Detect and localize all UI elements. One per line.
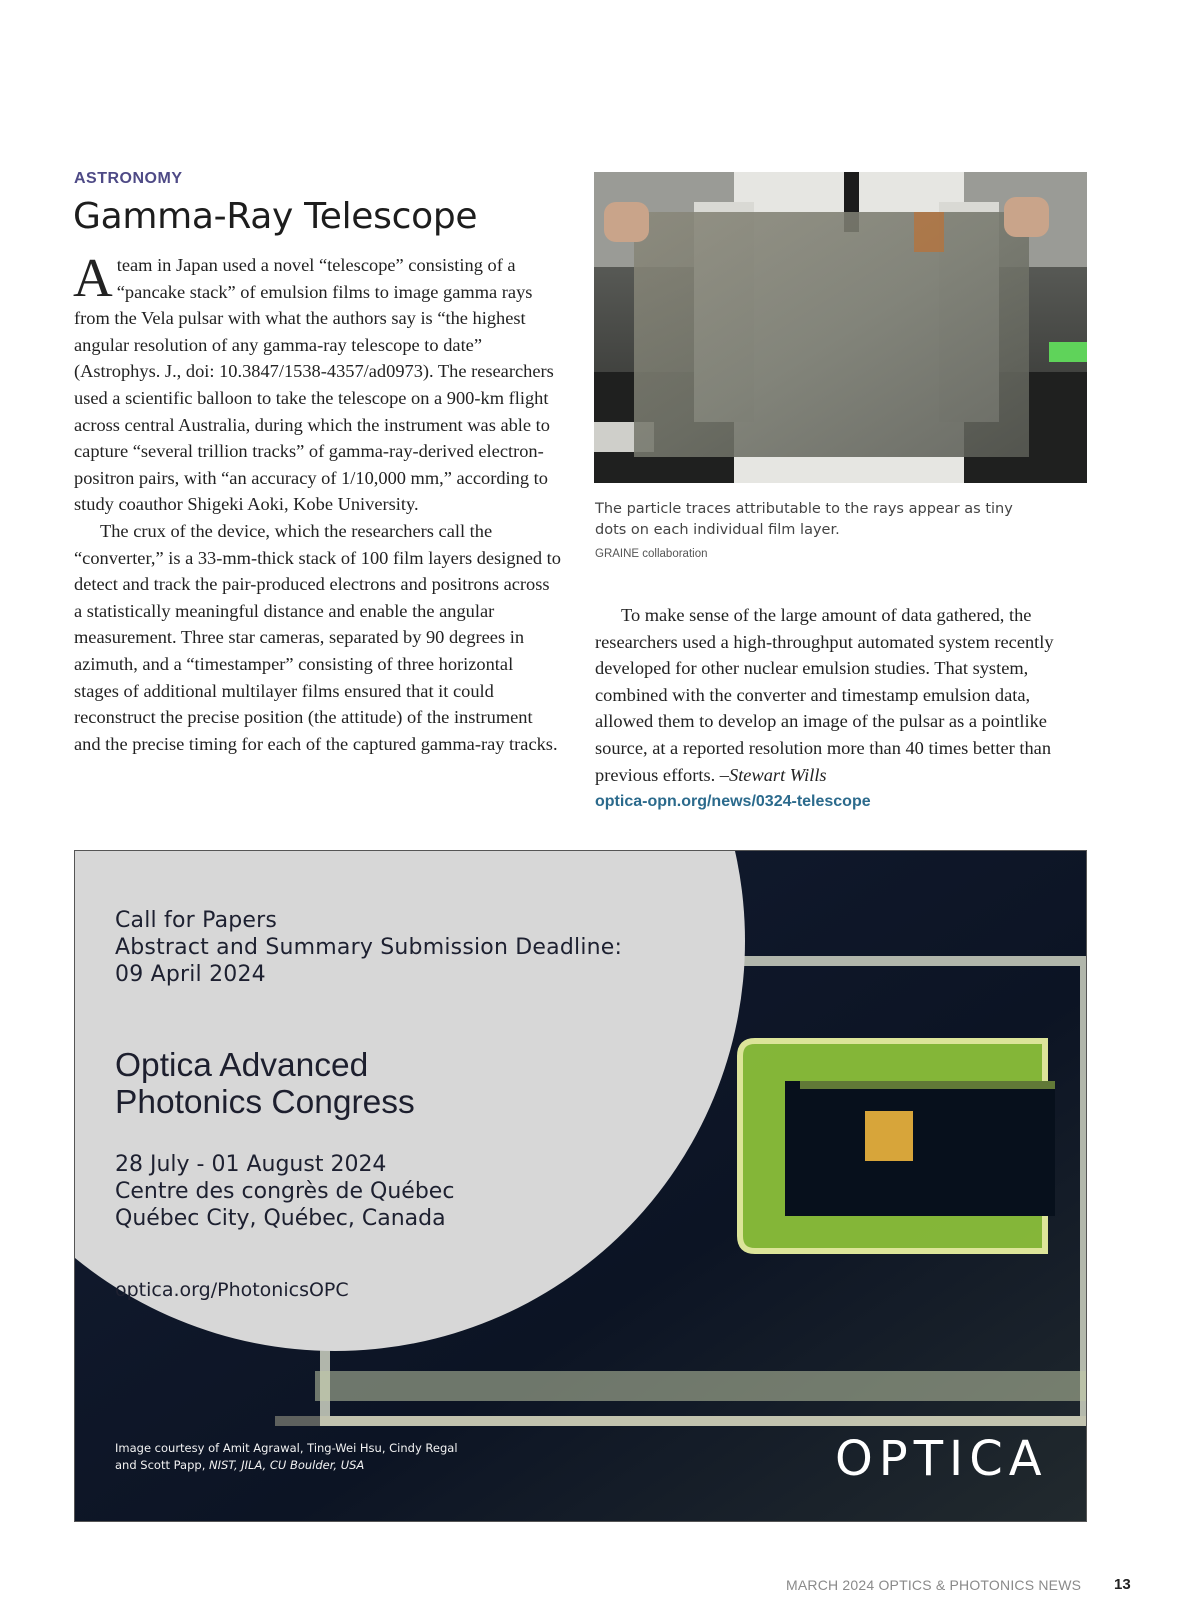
congress-title-line: Photonics Congress xyxy=(115,1084,415,1121)
congress-title xyxy=(115,1047,415,1121)
article-body-left xyxy=(73,247,562,757)
cfp-deadline-label: Abstract and Summary Submission Deadline: xyxy=(115,935,623,960)
cfp-deadline-date: 09 April 2024 xyxy=(115,962,266,987)
cfp-heading: Call for Papers xyxy=(115,908,278,933)
paragraph xyxy=(73,247,562,518)
article-body-right xyxy=(595,602,1087,816)
paragraph: The crux of the device, which the researchers call the “converter,” is a 33-mm-thick stack of 100 film layers designed to detect and track the pair-produced electrons and positrons across a statistically meaningful distance and enable the angular measurement. Three star cameras, separated by 90 degrees in azimuth, and a “timestamper” consisting of three horizontal stages of additional multilayer films ensured that it could reconstruct the precise position (the attitude) of the instrument and the precise timing for each of the captured gamma-ray tracks. xyxy=(74,520,561,754)
paragraph-text: team in Japan used a novel “telescope” consisting of a “pancake stack” of emulsion films to image gamma rays from the Vela pulsar with what the authors say is “the highest angular resolution of any gamma-ray telescope to date” (Astrophys. J., doi: 10.3847/1538-4357/ad0973). The researchers used a scientific balloon to take the telescope on a 900-km flight across central Australia, during which the instrument was able to capture “several trillion tracks” of gamma-ray-derived electron-positron pairs, with “an accuracy of 1/10,000 mm,” according to study coauthor Shigeki Aoki, Kobe University. xyxy=(74,255,554,515)
congress-venue: Centre des congrès de Québec xyxy=(115,1179,455,1204)
paragraph-text: To make sense of the large amount of data gathered, the researchers used a high-throughput automated system recently developed for other nuclear emulsion studies. That system, combined with the converter and timestamp emulsion data, allowed them to develop an image of the pulsar as a pointlike source, at a reported resolution more than 40 times better than previous efforts. xyxy=(595,605,1054,785)
drop-cap: A xyxy=(73,247,113,308)
publication-name: MARCH 2024 OPTICS & PHOTONICS NEWS xyxy=(786,1577,1082,1593)
congress-details xyxy=(115,1151,454,1232)
congress-dates: 28 July - 01 August 2024 xyxy=(115,1152,387,1177)
call-for-papers-text xyxy=(115,907,622,988)
credit-text: and Scott Papp, xyxy=(115,1458,209,1472)
author-byline: –Stewart Wills xyxy=(715,764,827,785)
credit-line xyxy=(115,1457,458,1474)
congress-title-line: Optica Advanced xyxy=(115,1047,369,1084)
figure-credit: GRAINE collaboration xyxy=(595,548,708,560)
page-footer xyxy=(786,1576,1131,1593)
credit-affiliation: NIST, JILA, CU Boulder, USA xyxy=(209,1458,365,1472)
figure-photo xyxy=(594,172,1087,483)
advertisement[interactable] xyxy=(74,850,1087,1522)
paragraph xyxy=(595,602,1087,788)
article-title: Gamma-Ray Telescope xyxy=(73,196,478,237)
optica-logo: OPTICA xyxy=(835,1431,1048,1487)
section-label: ASTRONOMY xyxy=(74,170,183,187)
page-number: 13 xyxy=(1114,1576,1131,1593)
congress-location: Québec City, Québec, Canada xyxy=(115,1206,446,1231)
ad-url-link[interactable]: optica.org/PhotonicsOPC xyxy=(115,1279,349,1301)
figure-caption: The particle traces attributable to the rays appear as tiny dots on each individual film layer. xyxy=(595,501,1013,538)
ad-image-credit xyxy=(115,1440,458,1474)
lab-photo-illustration xyxy=(594,172,1087,483)
article-link[interactable]: optica-opn.org/news/0324-telescope xyxy=(595,793,871,811)
credit-line: Image courtesy of Amit Agrawal, Ting-Wei Hsu, Cindy Regal xyxy=(115,1441,458,1455)
